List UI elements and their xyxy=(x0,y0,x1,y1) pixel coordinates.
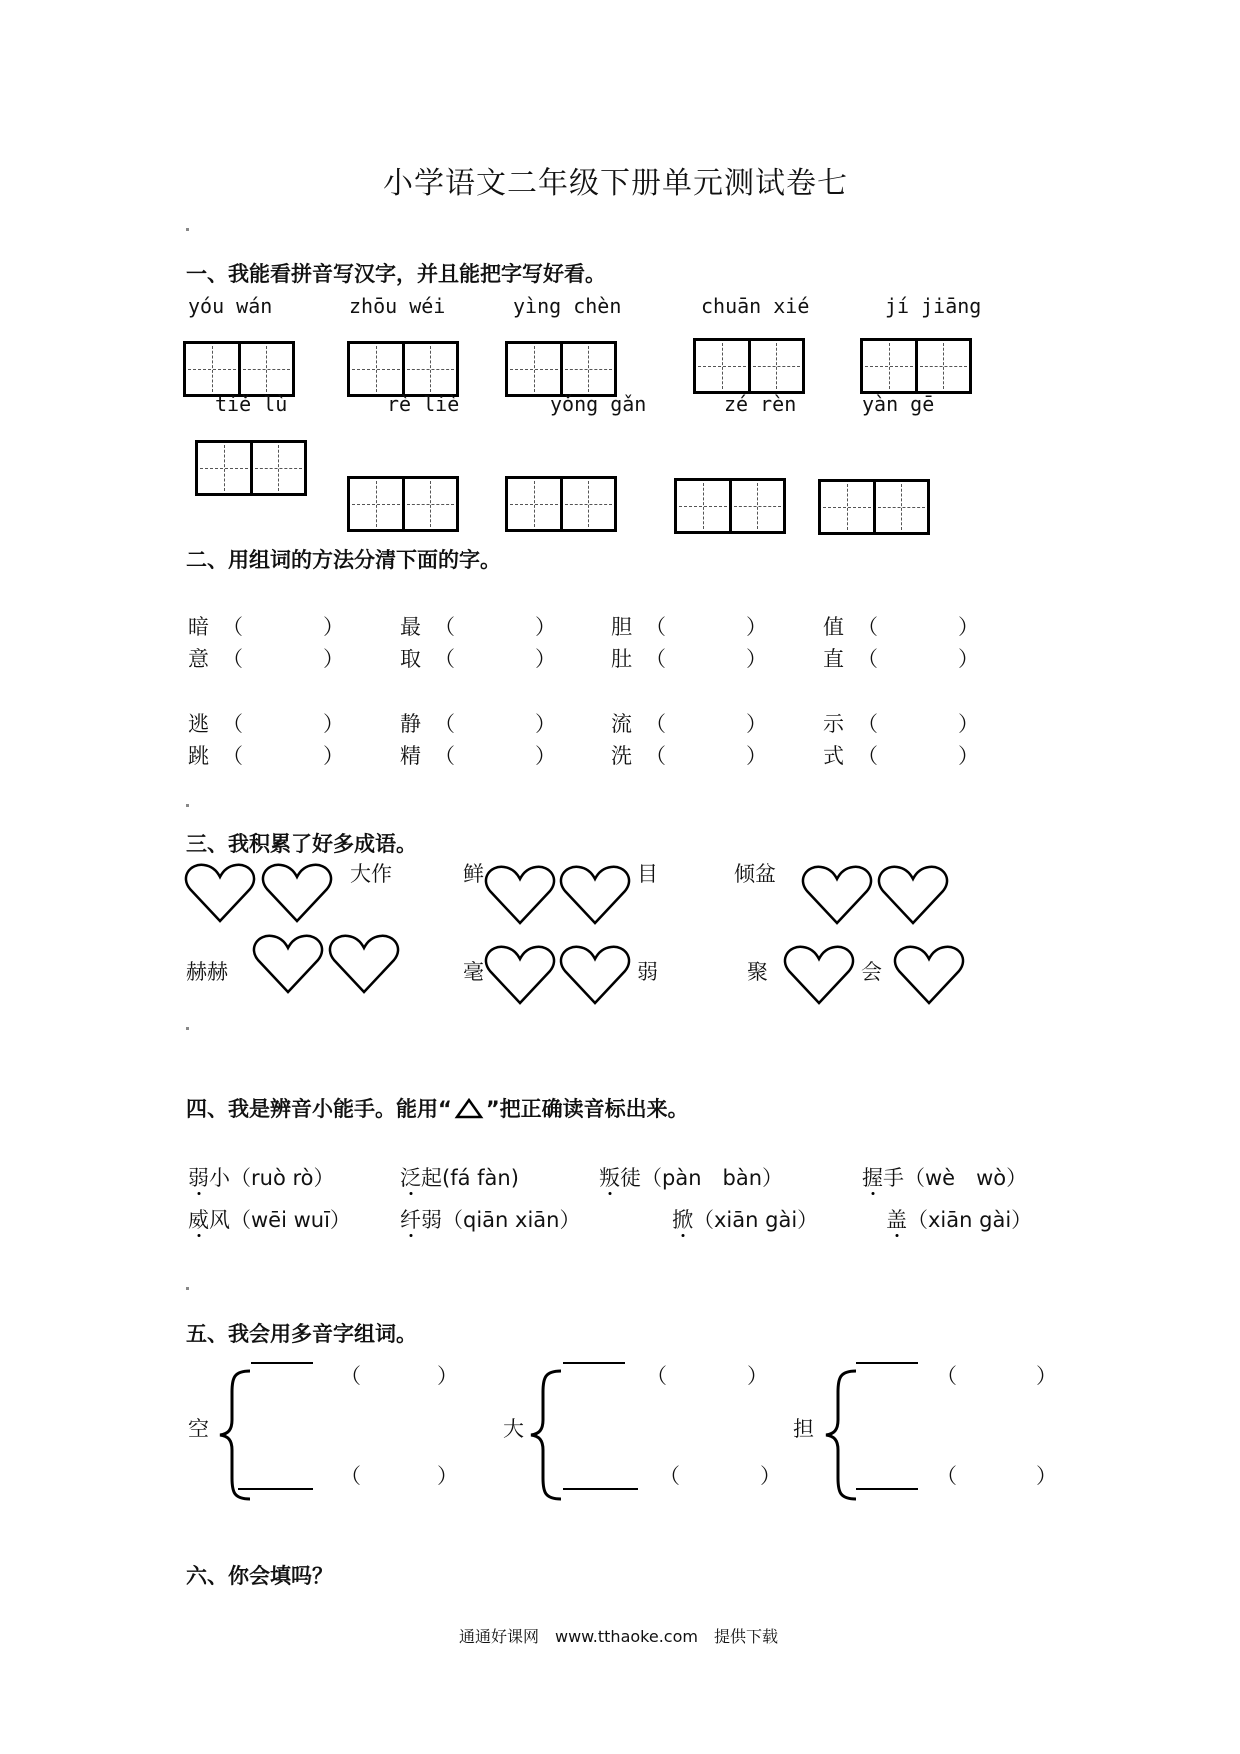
close-paren: ） xyxy=(958,744,979,768)
close-paren: ） xyxy=(958,615,979,639)
idiom-text: 会 xyxy=(861,960,882,984)
close-paren: ） xyxy=(1036,1364,1057,1388)
char: 静 xyxy=(400,712,421,736)
char: 最 xyxy=(400,615,421,639)
pinyin-label: jí jiāng xyxy=(885,294,982,318)
char: 暗 xyxy=(188,615,209,639)
section4-heading-before: 四、我是辨音小能手。能用“ xyxy=(186,1097,452,1121)
pronunciation-options: （xiān gài） xyxy=(693,1208,819,1232)
writing-grid[interactable] xyxy=(347,476,459,532)
heart-blank[interactable] xyxy=(328,932,400,996)
writing-grid[interactable] xyxy=(505,341,617,397)
writing-grid[interactable] xyxy=(860,338,972,394)
left-brace-icon xyxy=(216,1368,256,1502)
pinyin-label: yǒng gǎn xyxy=(550,392,647,416)
idiom-text: 赫赫 xyxy=(186,960,228,984)
pronunciation-item[interactable] xyxy=(886,1204,1032,1234)
heart-blank[interactable] xyxy=(261,861,333,925)
close-paren: ） xyxy=(323,712,344,736)
char: 逃 xyxy=(188,712,209,736)
marked-char: 威 xyxy=(188,1208,209,1232)
idiom-text: 鲜 xyxy=(463,862,484,886)
close-paren: ） xyxy=(323,615,344,639)
open-paren: （ xyxy=(857,744,878,768)
pinyin-label: zhōu wéi xyxy=(349,294,446,318)
writing-grid[interactable] xyxy=(183,341,295,397)
close-paren: ） xyxy=(437,1464,458,1488)
open-paren: （ xyxy=(222,647,243,671)
pinyin-label: tiě lù xyxy=(215,392,288,416)
answer-blank[interactable] xyxy=(563,1488,638,1490)
pronunciation-item[interactable] xyxy=(400,1162,519,1192)
writing-grid[interactable] xyxy=(693,338,805,394)
idiom-text: 倾盆 xyxy=(734,862,776,886)
footer-text: 通通好课网 www.tthaoke.com 提供下载 xyxy=(459,1627,778,1646)
speck xyxy=(186,1027,189,1030)
writing-grid[interactable] xyxy=(347,341,459,397)
open-paren: （ xyxy=(340,1464,361,1488)
section5-heading: 五、我会用多音字组词。 xyxy=(186,1322,417,1346)
polyphone-char: 担 xyxy=(793,1417,814,1441)
pronunciation-item[interactable] xyxy=(672,1204,818,1234)
open-paren: （ xyxy=(340,1364,361,1388)
answer-blank[interactable] xyxy=(563,1362,625,1364)
section4-heading-after: ”把正确读音标出来。 xyxy=(485,1097,689,1121)
close-paren: ） xyxy=(958,647,979,671)
marked-char: 握 xyxy=(862,1166,883,1190)
pronunciation-item[interactable] xyxy=(599,1162,783,1192)
answer-blank[interactable] xyxy=(856,1488,918,1490)
char: 洗 xyxy=(611,744,632,768)
marked-char: 弱 xyxy=(188,1166,209,1190)
idiom-text: 目 xyxy=(637,862,658,886)
marked-char: 掀 xyxy=(672,1208,693,1232)
section6-heading: 六、你会填吗？ xyxy=(186,1564,333,1588)
close-paren: ） xyxy=(958,712,979,736)
close-paren: ） xyxy=(746,647,767,671)
pronunciation-item[interactable] xyxy=(188,1162,335,1192)
char: 示 xyxy=(823,712,844,736)
pinyin-label: yóu wán xyxy=(188,294,273,318)
pronunciation-options: 风（wēi wuī） xyxy=(209,1208,351,1232)
char: 跳 xyxy=(188,744,209,768)
second-char: 徒 xyxy=(620,1166,641,1190)
pronunciation-options: （pàn bàn） xyxy=(641,1166,784,1190)
section2-heading: 二、用组词的方法分清下面的字。 xyxy=(186,548,501,572)
triangle-icon xyxy=(452,1096,486,1120)
answer-blank[interactable] xyxy=(856,1362,918,1364)
close-paren: ） xyxy=(760,1464,781,1488)
pronunciation-item[interactable] xyxy=(862,1162,1027,1192)
char: 直 xyxy=(823,647,844,671)
left-brace-icon xyxy=(527,1368,567,1502)
open-paren: （ xyxy=(857,647,878,671)
idiom-text: 弱 xyxy=(637,960,658,984)
close-paren: ） xyxy=(746,712,767,736)
pronunciation-options: 起(fá fàn) xyxy=(421,1166,519,1190)
writing-grid[interactable] xyxy=(818,479,930,535)
open-paren: （ xyxy=(434,615,455,639)
section4-heading xyxy=(186,1093,689,1123)
pinyin-label: chuān xié xyxy=(701,294,810,318)
polyphone-char: 大 xyxy=(503,1417,524,1441)
heart-blank[interactable] xyxy=(484,943,556,1007)
pronunciation-item[interactable] xyxy=(188,1204,351,1234)
idiom-text: 大作 xyxy=(350,862,392,886)
open-paren: （ xyxy=(659,1464,680,1488)
heart-blank[interactable] xyxy=(801,863,873,927)
answer-blank[interactable] xyxy=(238,1488,313,1490)
close-paren: ） xyxy=(746,744,767,768)
close-paren: ） xyxy=(535,647,556,671)
open-paren: （ xyxy=(936,1364,957,1388)
speck xyxy=(186,228,189,231)
char: 肚 xyxy=(611,647,632,671)
pronunciation-item[interactable] xyxy=(400,1204,580,1234)
close-paren: ） xyxy=(323,647,344,671)
open-paren: （ xyxy=(222,615,243,639)
marked-char: 泛 xyxy=(400,1166,421,1190)
close-paren: ） xyxy=(535,712,556,736)
open-paren: （ xyxy=(936,1464,957,1488)
pinyin-label: rè liè xyxy=(387,392,460,416)
open-paren: （ xyxy=(857,615,878,639)
pronunciation-options: 弱（qiān xiān） xyxy=(421,1208,581,1232)
section3-heading: 三、我积累了好多成语。 xyxy=(186,832,417,856)
open-paren: （ xyxy=(222,712,243,736)
open-paren: （ xyxy=(434,712,455,736)
marked-char: 纤 xyxy=(400,1208,421,1232)
char: 值 xyxy=(823,615,844,639)
pronunciation-options: 手（wè wò） xyxy=(883,1166,1028,1190)
pinyin-label: zé rèn xyxy=(724,392,797,416)
heart-blank[interactable] xyxy=(252,932,324,996)
open-paren: （ xyxy=(645,712,666,736)
polyphone-char: 空 xyxy=(188,1417,209,1441)
heart-blank[interactable] xyxy=(783,943,855,1007)
idiom-text: 聚 xyxy=(747,960,768,984)
speck xyxy=(186,804,189,807)
open-paren: （ xyxy=(645,744,666,768)
close-paren: ） xyxy=(437,1364,458,1388)
close-paren: ） xyxy=(1036,1464,1057,1488)
close-paren: ） xyxy=(535,744,556,768)
marked-char: 叛 xyxy=(599,1166,620,1190)
char: 流 xyxy=(611,712,632,736)
pronunciation-options: 小（ruò rò） xyxy=(209,1166,335,1190)
section1-heading: 一、我能看拼音写汉字，并且能把字写好看。 xyxy=(186,262,606,286)
writing-grid[interactable] xyxy=(195,440,307,496)
answer-blank[interactable] xyxy=(251,1362,313,1364)
idiom-text: 毫 xyxy=(463,960,484,984)
speck xyxy=(186,1287,189,1290)
close-paren: ） xyxy=(746,615,767,639)
heart-blank[interactable] xyxy=(877,863,949,927)
char: 取 xyxy=(400,647,421,671)
page-title: 小学语文二年级下册单元测试卷七 xyxy=(383,166,848,201)
char: 意 xyxy=(188,647,209,671)
heart-blank[interactable] xyxy=(484,863,556,927)
open-paren: （ xyxy=(645,647,666,671)
marked-char: 盖 xyxy=(886,1208,907,1232)
left-brace-icon xyxy=(822,1368,862,1502)
open-paren: （ xyxy=(857,712,878,736)
open-paren: （ xyxy=(646,1364,667,1388)
heart-blank[interactable] xyxy=(559,943,631,1007)
heart-blank[interactable] xyxy=(559,863,631,927)
char: 式 xyxy=(823,744,844,768)
writing-grid[interactable] xyxy=(674,478,786,534)
open-paren: （ xyxy=(222,744,243,768)
heart-blank[interactable] xyxy=(184,861,256,925)
open-paren: （ xyxy=(434,744,455,768)
pronunciation-options: （xiān gài） xyxy=(907,1208,1033,1232)
pinyin-label: yìng chèn xyxy=(513,294,622,318)
char: 胆 xyxy=(611,615,632,639)
close-paren: ） xyxy=(323,744,344,768)
close-paren: ） xyxy=(535,615,556,639)
writing-grid[interactable] xyxy=(505,476,617,532)
heart-blank[interactable] xyxy=(893,943,965,1007)
open-paren: （ xyxy=(645,615,666,639)
pinyin-label: yàn gē xyxy=(862,392,935,416)
char: 精 xyxy=(400,744,421,768)
close-paren: ） xyxy=(747,1364,768,1388)
open-paren: （ xyxy=(434,647,455,671)
